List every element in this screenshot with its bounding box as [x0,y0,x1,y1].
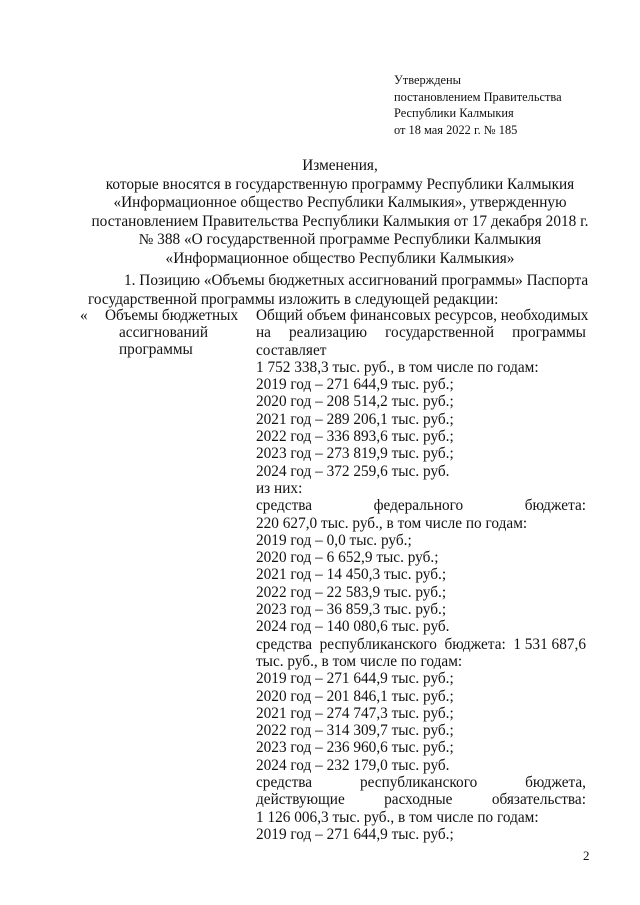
funding-line: 2019 год – 0,0 тыс. руб.; [256,531,412,549]
title-line: Изменения, [302,157,378,174]
funding-line: 2024 год – 232 179,0 тыс. руб. [256,756,450,774]
funding-line: из них: [256,479,303,497]
title-line: которые вносятся в государственную программу Республики Калмыкия [105,175,575,193]
funding-word: действующие [256,791,345,809]
funding-word: средства [256,635,313,653]
funding-word: бюджета: [444,635,506,653]
funding-line: тыс. руб., в том числе по годам: [256,652,463,670]
funding-line: 220 627,0 тыс. руб., в том числе по годам: [256,514,528,532]
funding-line: 2019 год – 271 644,9 тыс. руб.; [256,825,454,843]
page-number: 2 [583,848,590,863]
funding-line: 2022 год – 22 583,9 тыс. руб.; [256,583,447,601]
funding-line: 1 126 006,3 тыс. руб., в том числе по годам: [256,808,539,826]
table-right-column [256,307,589,843]
document-title [60,157,620,269]
approval-line: Республики Калмыкия [394,106,514,120]
title-line: «Информационное общество Республики Калмыкия» [165,249,515,267]
funding-line: 2023 год – 36 859,3 тыс. руб.; [256,601,447,619]
left-cell-line: программы [119,341,193,358]
amendment-paragraph [88,271,588,309]
funding-line: 2024 год – 140 080,6 тыс. руб. [256,618,450,636]
funding-line: 2024 год – 372 259,6 тыс. руб. [256,462,450,480]
funding-line: 2020 год – 201 846,1 тыс. руб.; [256,687,454,705]
title-line: «Информационное общество Республики Калмыкия», утвержденную [113,194,567,212]
funding-line: 2023 год – 236 960,6 тыс. руб.; [256,739,454,757]
approval-line: от 18 мая 2022 г. № 185 [394,122,518,137]
funding-word: обязательства: [491,791,586,809]
funding-line: 2019 год – 271 644,9 тыс. руб.; [256,376,454,394]
paragraph-line: государственной программы изложить в следующей редакции: [88,291,499,308]
left-cell-line: Объемы бюджетных [105,307,239,324]
title-line: постановлением Правительства Республики Калмыкия от 17 декабря 2018 г. [91,212,589,230]
funding-line [256,636,586,653]
funding-word: на [256,324,271,342]
funding-word: средства [256,497,313,515]
funding-line [256,324,586,341]
funding-line: 2021 год – 274 747,3 тыс. руб.; [256,704,454,722]
table-left-column [105,307,247,358]
title-line: № 388 «О государственной программе Республики Калмыкия [138,231,542,249]
funding-line: 2019 год – 271 644,9 тыс. руб.; [256,670,454,688]
funding-line: 2020 год – 208 514,2 тыс. руб.; [256,393,454,411]
funding-line: 2020 год – 6 652,9 тыс. руб.; [256,549,439,567]
left-cell-line: ассигнований [119,324,209,341]
funding-word: программы [512,324,586,342]
funding-word: средства [256,774,313,792]
approval-stamp [394,72,562,138]
funding-line: 1 752 338,3 тыс. руб., в том числе по годам: [256,358,539,376]
funding-line: составляет [256,341,327,359]
funding-word: реализацию [289,324,368,342]
funding-word: расходные [384,791,453,809]
funding-line: 2022 год – 314 309,7 тыс. руб.; [256,722,454,740]
approval-line: Утверждены [394,73,461,87]
funding-line: 2021 год – 289 206,1 тыс. руб.; [256,410,454,428]
funding-line: 2023 год – 273 819,9 тыс. руб.; [256,445,454,463]
approval-line: постановлением Правительства [394,89,562,104]
funding-word: республиканского [319,635,437,653]
funding-line [256,791,586,808]
funding-line: 2021 год – 14 450,3 тыс. руб.; [256,566,447,584]
funding-word: государственной [385,324,495,342]
funding-word: бюджета: [524,497,586,515]
paragraph-line: 1. Позицию «Объемы бюджетных ассигнований программы» Паспорта [124,272,589,289]
funding-word: 1 531 687,6 [513,635,586,653]
funding-line [256,774,586,791]
opening-quote: « [80,307,88,324]
funding-line [256,497,586,514]
funding-word: республиканского [359,774,478,792]
funding-line: 2022 год – 336 893,6 тыс. руб.; [256,428,454,446]
funding-word: федерального [373,497,464,515]
funding-line: Общий объем финансовых ресурсов, необходимых [256,307,589,324]
funding-word: бюджета, [525,774,586,792]
